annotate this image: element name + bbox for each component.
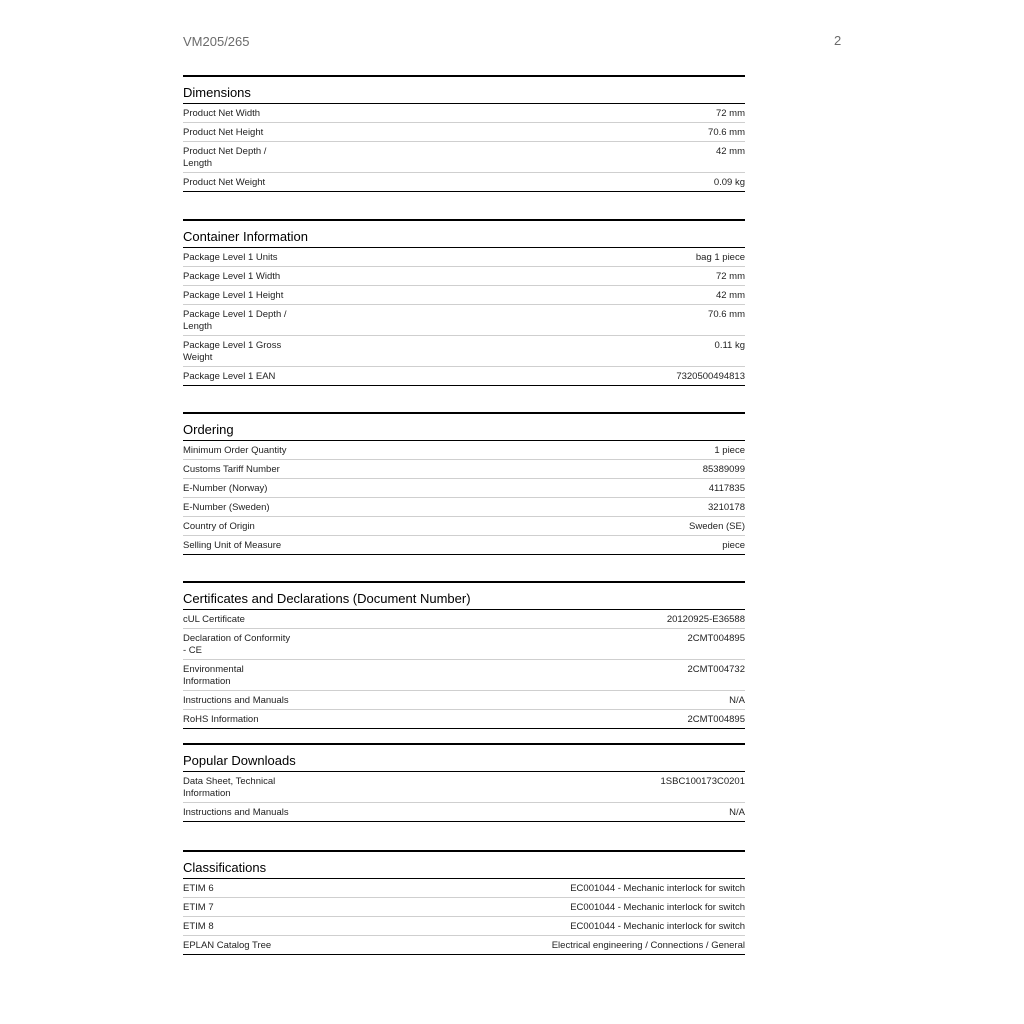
row-label: ETIM 7: [183, 902, 214, 913]
row-value: 42 mm: [715, 290, 745, 301]
table-row: [183, 517, 745, 536]
document-code: VM205/265: [183, 34, 250, 49]
table-row: [183, 267, 745, 286]
row-value: EC001044 - Mechanic interlock for switch: [570, 921, 745, 932]
row-value: N/A: [729, 695, 745, 706]
row-label: Product Net Width: [183, 108, 261, 119]
table-row: [183, 248, 745, 267]
row-value: 42 mm: [715, 146, 745, 157]
section-title: Dimensions: [183, 77, 745, 104]
row-label: Package Level 1 EAN: [183, 371, 276, 382]
table-row: [183, 286, 745, 305]
row-label: Data Sheet, Technical Information: [183, 776, 276, 799]
row-value: 0.09 kg: [713, 177, 745, 188]
row-value: 70.6 mm: [708, 127, 745, 138]
section-popular-downloads: [183, 743, 745, 822]
row-label: Package Level 1 Width: [183, 271, 281, 282]
row-label: Instructions and Manuals: [183, 807, 289, 818]
section-container-information: [183, 219, 745, 386]
section-dimensions: [183, 75, 745, 192]
row-label: Package Level 1 Units: [183, 252, 278, 263]
row-value: 7320500494813: [676, 371, 745, 382]
table-row: [183, 479, 745, 498]
row-label: E-Number (Sweden): [183, 502, 270, 513]
section-title: Certificates and Declarations (Document Number): [183, 583, 745, 610]
table-row: [183, 917, 745, 936]
row-value: 85389099: [702, 464, 745, 475]
row-label: Instructions and Manuals: [183, 695, 289, 706]
row-value: N/A: [729, 807, 745, 818]
row-label: EPLAN Catalog Tree: [183, 940, 272, 951]
row-value: 0.11 kg: [714, 340, 745, 351]
row-value: 72 mm: [715, 271, 745, 282]
table-row: [183, 142, 745, 173]
row-value: 1 piece: [714, 445, 745, 456]
table-row: [183, 772, 745, 803]
table-row: [183, 898, 745, 917]
table-row: [183, 691, 745, 710]
row-value: bag 1 piece: [695, 252, 745, 263]
row-label: Declaration of Conformity - CE: [183, 633, 291, 656]
table-row: [183, 610, 745, 629]
row-value: 2CMT004895: [687, 633, 745, 644]
table-row: [183, 305, 745, 336]
row-value: EC001044 - Mechanic interlock for switch: [570, 902, 745, 913]
table-row: [183, 498, 745, 517]
table-row: [183, 710, 745, 729]
table-row: [183, 104, 745, 123]
table-row: [183, 936, 745, 955]
row-label: Environmental Information: [183, 664, 244, 687]
row-value: 4117835: [708, 483, 745, 494]
row-value: EC001044 - Mechanic interlock for switch: [570, 883, 745, 894]
row-label: ETIM 6: [183, 883, 214, 894]
table-row: [183, 803, 745, 822]
table-row: [183, 460, 745, 479]
row-label: Product Net Weight: [183, 177, 266, 188]
table-row: [183, 536, 745, 555]
row-label: Product Net Height: [183, 127, 264, 138]
table-row: [183, 173, 745, 192]
table-row: [183, 123, 745, 142]
row-value: 1SBC100173C0201: [660, 776, 745, 787]
table-row: [183, 441, 745, 460]
row-label: Country of Origin: [183, 521, 255, 532]
row-label: E-Number (Norway): [183, 483, 268, 494]
row-label: Customs Tariff Number: [183, 464, 280, 475]
row-value: 2CMT004732: [687, 664, 745, 675]
row-value: Sweden (SE): [689, 521, 745, 532]
row-label: ETIM 8: [183, 921, 214, 932]
row-value: 20120925-E36588: [666, 614, 745, 625]
table-row: [183, 367, 745, 386]
table-row: [183, 879, 745, 898]
page-number: 2: [834, 33, 842, 48]
table-row: [183, 336, 745, 367]
row-label: Package Level 1 Depth / Length: [183, 309, 287, 332]
section-ordering: [183, 412, 745, 555]
table-row: [183, 660, 745, 691]
row-label: Product Net Depth / Length: [183, 146, 267, 169]
section-title: Popular Downloads: [183, 745, 745, 772]
row-label: Package Level 1 Gross Weight: [183, 340, 282, 363]
section-classifications: [183, 850, 745, 955]
row-value: 3210178: [708, 502, 745, 513]
row-label: Minimum Order Quantity: [183, 445, 287, 456]
row-value: 72 mm: [715, 108, 745, 119]
row-label: cUL Certificate: [183, 614, 245, 625]
row-value: Electrical engineering / Connections / General: [551, 940, 745, 951]
table-row: [183, 629, 745, 660]
row-label: Selling Unit of Measure: [183, 540, 282, 551]
section-title: Ordering: [183, 414, 745, 441]
section-title: Container Information: [183, 221, 745, 248]
row-value: piece: [722, 540, 745, 551]
row-value: 2CMT004895: [687, 714, 745, 725]
section-title: Classifications: [183, 852, 745, 879]
row-value: 70.6 mm: [708, 309, 745, 320]
row-label: Package Level 1 Height: [183, 290, 284, 301]
row-label: RoHS Information: [183, 714, 259, 725]
section-certificates-declarations: [183, 581, 745, 729]
